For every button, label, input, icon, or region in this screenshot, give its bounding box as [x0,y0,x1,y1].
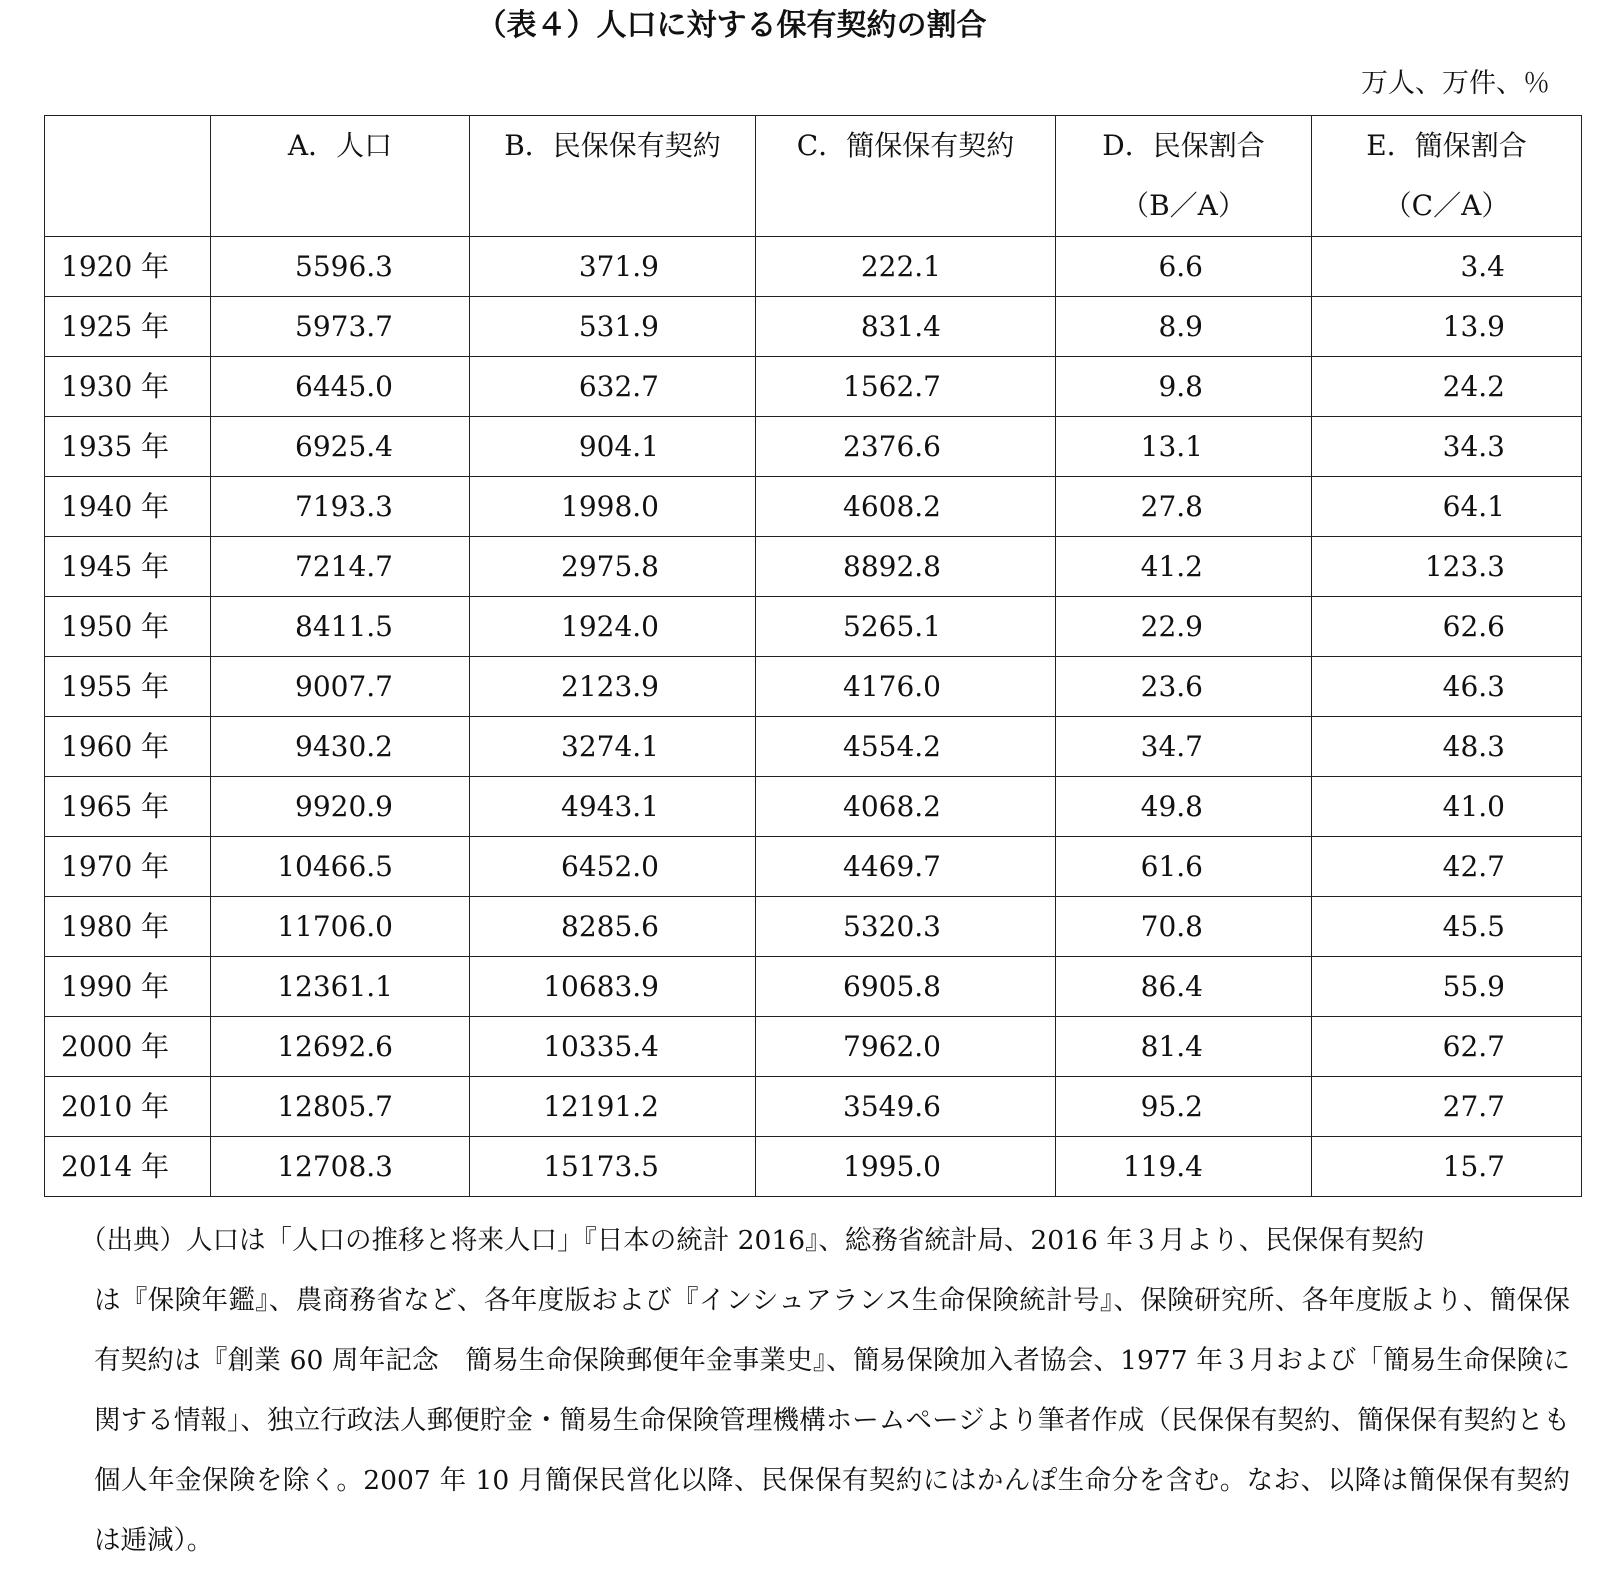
table-row [45,897,1582,957]
value-cell: 27.7 [1312,1077,1582,1137]
value-cell: 81.4 [1056,1017,1312,1077]
column-header-sublabel: （B／A） [1121,189,1246,222]
value-cell: 831.4 [756,297,1056,357]
column-header [211,116,470,237]
value-cell: 1998.0 [470,477,756,537]
value-cell: 41.2 [1056,537,1312,597]
value-cell: 48.3 [1312,717,1582,777]
value-cell: 5320.3 [756,897,1056,957]
table-row [45,1017,1582,1077]
table-header-row [45,116,1582,237]
value-cell: 4068.2 [756,777,1056,837]
value-cell: 119.4 [1056,1137,1312,1197]
value-cell: 24.2 [1312,357,1582,417]
value-cell: 6905.8 [756,957,1056,1017]
value-cell: 9920.9 [211,777,470,837]
value-cell: 3549.6 [756,1077,1056,1137]
table-row [45,297,1582,357]
value-cell: 6925.4 [211,417,470,477]
value-cell: 3274.1 [470,717,756,777]
source-note-rest: は『保険年鑑』、農商務省など、各年度版および『インシュアランス生命保険統計号』、保険研究所、各年度版より、簡保保有契約は『創業 60 周年記念 簡易生命保険郵便年金事業史』、簡易保険加入者協会、1977 年３月および「簡易生命保険に関する情報」、独立行政法人郵便貯金・簡易生命保険管理機構ホームページより筆者作成（民保保有契約、簡保保有契約とも個人年金保険を除く。2007 年 10 月簡保民営化以降、民保保有契約にはかんぽ生命分を含む。なお、以降は簡保保有契約は逓減）。 [94,1285,1570,1556]
value-cell: 4176.0 [756,657,1056,717]
value-cell: 5973.7 [211,297,470,357]
value-cell: 4943.1 [470,777,756,837]
value-cell: 3.4 [1312,237,1582,297]
year-cell: 1950 年 [45,597,211,657]
value-cell: 95.2 [1056,1077,1312,1137]
table-row [45,717,1582,777]
value-cell: 61.6 [1056,837,1312,897]
value-cell: 62.6 [1312,597,1582,657]
value-cell: 22.9 [1056,597,1312,657]
column-header-label: A．人口 [287,129,393,162]
value-cell: 49.8 [1056,777,1312,837]
value-cell: 62.7 [1312,1017,1582,1077]
year-cell: 1970 年 [45,837,211,897]
value-cell: 34.3 [1312,417,1582,477]
value-cell: 12361.1 [211,957,470,1017]
value-cell: 632.7 [470,357,756,417]
table-row [45,417,1582,477]
column-header [45,116,211,237]
value-cell: 45.5 [1312,897,1582,957]
value-cell: 5596.3 [211,237,470,297]
value-cell: 6445.0 [211,357,470,417]
value-cell: 9430.2 [211,717,470,777]
value-cell: 12191.2 [470,1077,756,1137]
table-row [45,837,1582,897]
value-cell: 9007.7 [211,657,470,717]
value-cell: 70.8 [1056,897,1312,957]
value-cell: 222.1 [756,237,1056,297]
value-cell: 8.9 [1056,297,1312,357]
value-cell: 64.1 [1312,477,1582,537]
value-cell: 55.9 [1312,957,1582,1017]
column-header-label: D．民保割合 [1102,129,1265,162]
value-cell: 123.3 [1312,537,1582,597]
table-row [45,1137,1582,1197]
table-row [45,237,1582,297]
value-cell: 9.8 [1056,357,1312,417]
value-cell: 11706.0 [211,897,470,957]
column-header-sublabel: （C／A） [1383,189,1510,222]
column-header [1056,116,1312,237]
table-row [45,957,1582,1017]
table-row [45,657,1582,717]
value-cell: 1562.7 [756,357,1056,417]
value-cell: 8892.8 [756,537,1056,597]
column-header-label: C．簡保保有契約 [796,129,1015,162]
value-cell: 2376.6 [756,417,1056,477]
table-row [45,357,1582,417]
value-cell: 86.4 [1056,957,1312,1017]
column-header [470,116,756,237]
year-cell: 2010 年 [45,1077,211,1137]
value-cell: 4469.7 [756,837,1056,897]
value-cell: 6452.0 [470,837,756,897]
column-header [756,116,1056,237]
value-cell: 23.6 [1056,657,1312,717]
value-cell: 7962.0 [756,1017,1056,1077]
year-cell: 1925 年 [45,297,211,357]
value-cell: 5265.1 [756,597,1056,657]
year-cell: 1930 年 [45,357,211,417]
value-cell: 12708.3 [211,1137,470,1197]
value-cell: 4554.2 [756,717,1056,777]
value-cell: 904.1 [470,417,756,477]
value-cell: 41.0 [1312,777,1582,837]
value-cell: 4608.2 [756,477,1056,537]
year-cell: 1945 年 [45,537,211,597]
year-cell: 1955 年 [45,657,211,717]
units-label: 万人、万件、％ [1361,68,1550,99]
value-cell: 10335.4 [470,1017,756,1077]
data-table [44,115,1582,1197]
table-row [45,597,1582,657]
value-cell: 7193.3 [211,477,470,537]
year-cell: 2014 年 [45,1137,211,1197]
value-cell: 1924.0 [470,597,756,657]
table-row [45,537,1582,597]
value-cell: 27.8 [1056,477,1312,537]
year-cell: 1940 年 [45,477,211,537]
table-row [45,477,1582,537]
table-row [45,777,1582,837]
table-body [45,237,1582,1197]
value-cell: 1995.0 [756,1137,1056,1197]
value-cell: 13.1 [1056,417,1312,477]
value-cell: 10683.9 [470,957,756,1017]
column-header-label: E．簡保割合 [1366,129,1527,162]
year-cell: 1920 年 [45,237,211,297]
value-cell: 2975.8 [470,537,756,597]
table-row [45,1077,1582,1137]
value-cell: 15173.5 [470,1137,756,1197]
year-cell: 1960 年 [45,717,211,777]
value-cell: 8411.5 [211,597,470,657]
source-note-first-line: （出典）人口は「人口の推移と将来人口」『日本の統計 2016』、総務省統計局、2016 年３月より、民保保有契約 [80,1225,1425,1256]
value-cell: 6.6 [1056,237,1312,297]
column-header [1312,116,1582,237]
year-cell: 1965 年 [45,777,211,837]
year-cell: 1990 年 [45,957,211,1017]
value-cell: 8285.6 [470,897,756,957]
value-cell: 42.7 [1312,837,1582,897]
page-title: （表４）人口に対する保有契約の割合 [476,8,987,43]
value-cell: 2123.9 [470,657,756,717]
year-cell: 2000 年 [45,1017,211,1077]
value-cell: 46.3 [1312,657,1582,717]
value-cell: 371.9 [470,237,756,297]
year-cell: 1935 年 [45,417,211,477]
value-cell: 12692.6 [211,1017,470,1077]
value-cell: 15.7 [1312,1137,1582,1197]
value-cell: 7214.7 [211,537,470,597]
year-cell: 1980 年 [45,897,211,957]
value-cell: 12805.7 [211,1077,470,1137]
value-cell: 10466.5 [211,837,470,897]
value-cell: 34.7 [1056,717,1312,777]
value-cell: 13.9 [1312,297,1582,357]
value-cell: 531.9 [470,297,756,357]
source-note [80,1211,1570,1571]
column-header-label: B．民保保有契約 [504,129,721,162]
